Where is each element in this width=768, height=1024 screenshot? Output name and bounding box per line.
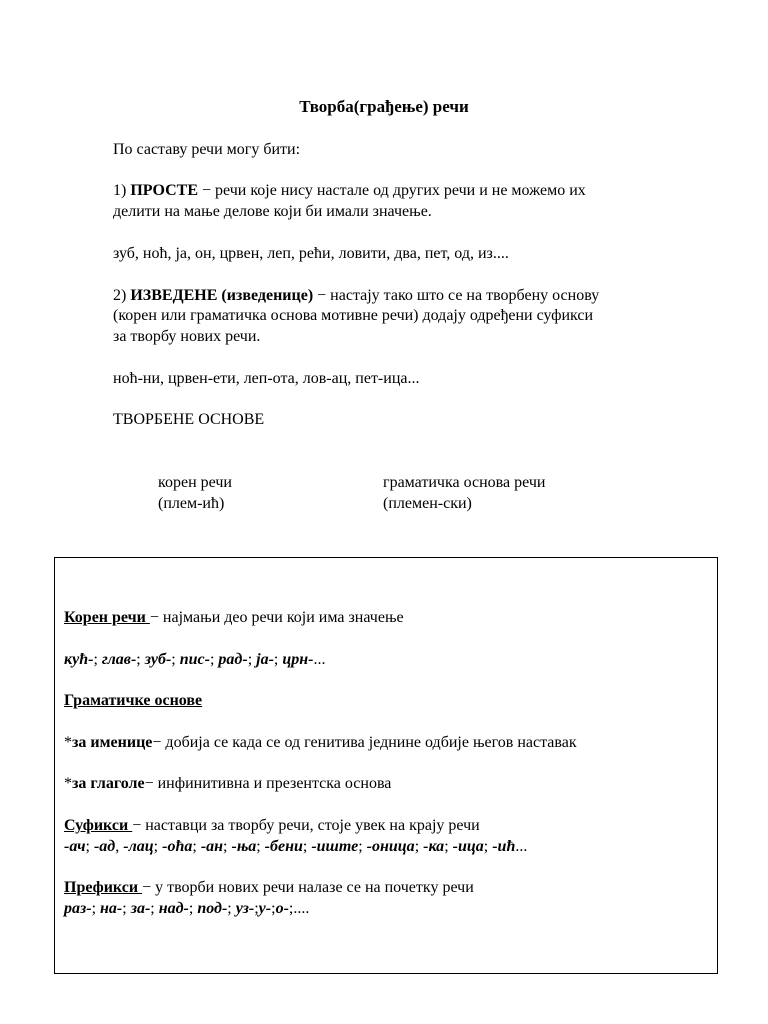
root-example: ја- — [256, 651, 274, 668]
suffix-example-separator: ; — [223, 838, 232, 855]
simple-definition-line1 — [113, 180, 586, 201]
suffix-example: -иште — [311, 838, 359, 855]
root-example: зуб- — [144, 651, 172, 668]
suffix-example-separator: ; — [358, 838, 367, 855]
simple-number: 1) — [113, 182, 131, 199]
verb-term: за глаголе — [72, 775, 145, 792]
suffix-definition — [64, 815, 480, 836]
suffix-example-separator: ; — [256, 838, 265, 855]
prefix-example: уз- — [235, 900, 255, 917]
root-column-label: корен речи — [158, 474, 232, 491]
prefix-example: о- — [275, 900, 289, 917]
noun-term: за именице — [72, 734, 153, 751]
simple-term: ПРОСТЕ — [130, 182, 198, 199]
suffix-example: -лац — [123, 838, 154, 855]
prefix-example-separator: ; — [150, 900, 159, 917]
suffix-example: -ица — [452, 838, 484, 855]
root-example: кућ- — [64, 651, 94, 668]
suffix-example: -оница — [366, 838, 415, 855]
grammatical-column-example: (племен-ски) — [383, 495, 472, 512]
suffix-example-separator: ; — [302, 838, 312, 855]
grammatical-column-label: граматичка основа речи — [383, 474, 546, 491]
suffix-term: Суфикси — [64, 817, 133, 834]
prefix-example: на- — [100, 900, 123, 917]
grammatical-bases-term: Граматичке основе — [64, 692, 203, 709]
verb-base-definition — [64, 773, 391, 794]
suffix-examples — [64, 836, 527, 857]
prefix-example: раз- — [64, 900, 92, 917]
prefix-term: Префикси — [64, 879, 143, 896]
derived-number: 2) — [113, 287, 131, 304]
page-title: Творба(грађење) речи — [299, 97, 469, 116]
root-example: црн- — [282, 651, 314, 668]
verb-def-text: − инфинитивна и презентска основа — [144, 775, 392, 792]
verb-star: * — [64, 775, 72, 792]
root-definition — [64, 607, 404, 628]
prefix-example-separator: ; — [227, 900, 236, 917]
prefix-example-separator: ; — [188, 900, 198, 917]
simple-def-text: − речи које нису настале од других речи и не можемо их — [198, 182, 586, 199]
prefix-example-separator: ; — [91, 900, 101, 917]
root-column-example: (плем-ић) — [158, 495, 225, 512]
suffix-example-separator: ; — [444, 838, 453, 855]
root-example-separator: ; — [273, 651, 283, 668]
root-term: Корен речи — [64, 609, 150, 626]
derived-term: ИЗВЕДЕНЕ (изведенице) — [130, 287, 314, 304]
prefix-example-separator: ; — [122, 900, 131, 917]
prefix-example: под- — [197, 900, 228, 917]
root-example-separator: ; — [136, 651, 145, 668]
suffix-example-separator: , — [115, 838, 124, 855]
root-example: пис- — [179, 651, 210, 668]
suffix-example-separator: ; — [153, 838, 163, 855]
bases-heading: ТВОРБЕНЕ ОСНОВЕ — [113, 411, 265, 428]
simple-definition-line2: делити на мање делове који би имали значење. — [113, 203, 432, 220]
suffix-example-separator: ; — [483, 838, 493, 855]
grammatical-bases-heading — [64, 690, 202, 711]
noun-def-text: − добија се када се од генитива једнине одбије његов наставак — [152, 734, 577, 751]
root-example: глав- — [101, 651, 137, 668]
root-example-separator: ; — [247, 651, 257, 668]
suffix-example: -ач — [64, 838, 86, 855]
root-examples — [64, 649, 325, 670]
suffix-example: -оћа — [162, 838, 193, 855]
noun-base-definition — [64, 732, 577, 753]
derived-def-text: − настају тако што се на творбену основу — [313, 287, 600, 304]
derived-examples: ноћ-ни, црвен-ети, леп-ота, лов-ац, пет-ица... — [113, 370, 420, 387]
prefix-example: у- — [258, 900, 272, 917]
suffix-example: -ић — [492, 838, 516, 855]
noun-star: * — [64, 734, 72, 751]
prefix-def-text: − у творби нових речи налазе се на почетку речи — [142, 879, 474, 896]
prefix-definition — [64, 877, 474, 898]
suffix-example: -ан — [200, 838, 224, 855]
prefix-example-separator: ; — [271, 900, 276, 917]
suffix-def-text: − наставци за творбу речи, стоје увек на крају речи — [132, 817, 480, 834]
suffix-example: -бени — [264, 838, 303, 855]
root-example-separator: ; — [93, 651, 102, 668]
simple-examples: зуб, ноћ, ја, он, црвен, леп, рећи, ловити, два, пет, од, из.... — [113, 245, 509, 262]
suffix-example-separator: ; — [414, 838, 424, 855]
prefix-examples — [64, 898, 309, 919]
root-example-separator: ; — [171, 651, 180, 668]
suffix-example: -ња — [231, 838, 257, 855]
suffix-example: -ка — [423, 838, 445, 855]
prefix-example: над- — [158, 900, 189, 917]
suffix-example-separator: ; — [85, 838, 94, 855]
root-example-separator: ... — [313, 651, 326, 668]
prefix-example-separator: ; — [254, 900, 259, 917]
intro-line: По саставу речи могу бити: — [113, 141, 301, 158]
derived-definition-line1 — [113, 285, 599, 306]
suffix-example: -ад — [93, 838, 116, 855]
suffix-example-separator: ... — [515, 838, 528, 855]
suffix-example-separator: ; — [192, 838, 201, 855]
prefix-example-separator: ;.... — [288, 900, 310, 917]
prefix-example: за- — [130, 900, 151, 917]
derived-definition-line3: за творбу нових речи. — [113, 328, 261, 345]
root-example-separator: ; — [209, 651, 219, 668]
root-def-text: − најмањи део речи који има значење — [149, 609, 404, 626]
derived-definition-line2: (корен или граматичка основа мотивне речи) додају одређени суфикси — [113, 307, 594, 324]
root-example: рад- — [218, 651, 248, 668]
